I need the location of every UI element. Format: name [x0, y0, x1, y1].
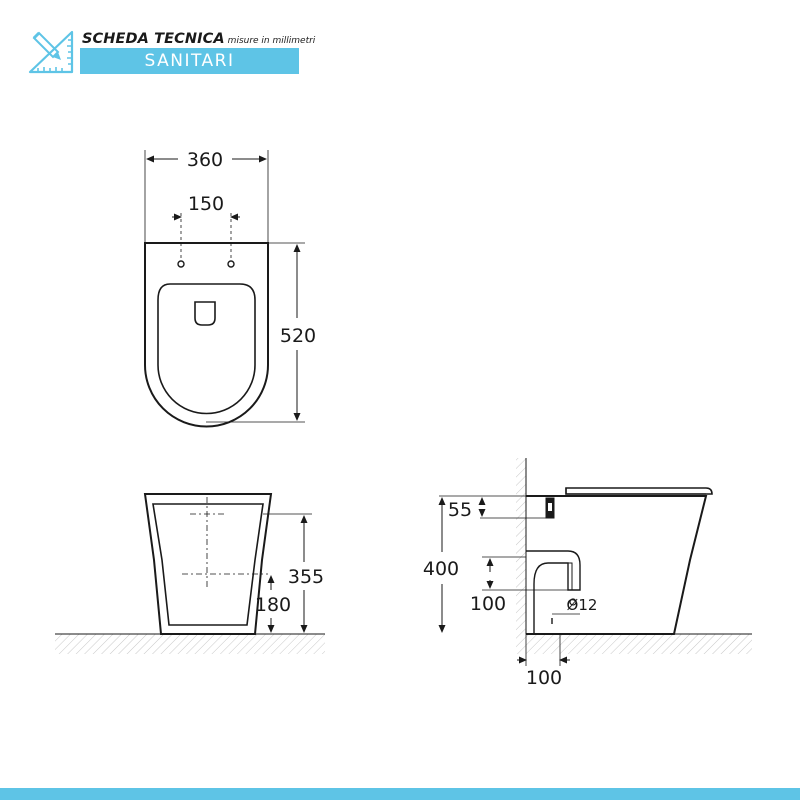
header-title: SCHEDA TECNICA [82, 31, 225, 47]
bowl-opening [158, 284, 255, 414]
seat-hole-right [228, 261, 234, 267]
side-outlet-diameter-label: Ø12 [566, 596, 598, 614]
top-width-label: 360 [186, 149, 224, 171]
top-view [145, 150, 305, 426]
side-wall-distance-label: 100 [525, 667, 563, 689]
side-inlet-label: 55 [447, 499, 473, 521]
category-badge: SANITARI [80, 48, 299, 74]
header-subtitle: misure in millimetri [227, 36, 316, 46]
front-body-outer [145, 494, 271, 634]
top-depth-label: 520 [279, 325, 317, 347]
wall-hatch [516, 458, 526, 634]
floor-hatch-front [55, 634, 325, 654]
front-outlet-height-label: 180 [254, 594, 292, 616]
bowl-outline [145, 243, 268, 426]
seat-hole-left [178, 261, 184, 267]
side-seat [566, 488, 712, 494]
front-height-label: 355 [287, 566, 325, 588]
rim-hole [195, 302, 215, 325]
side-total-height-label: 400 [422, 558, 460, 580]
bottom-accent-bar [0, 788, 800, 800]
floor-hatch-side [516, 634, 752, 654]
side-outlet-height-label: 100 [469, 593, 507, 615]
front-body-inner [153, 504, 263, 625]
top-hole-spacing-label: 150 [187, 193, 225, 215]
